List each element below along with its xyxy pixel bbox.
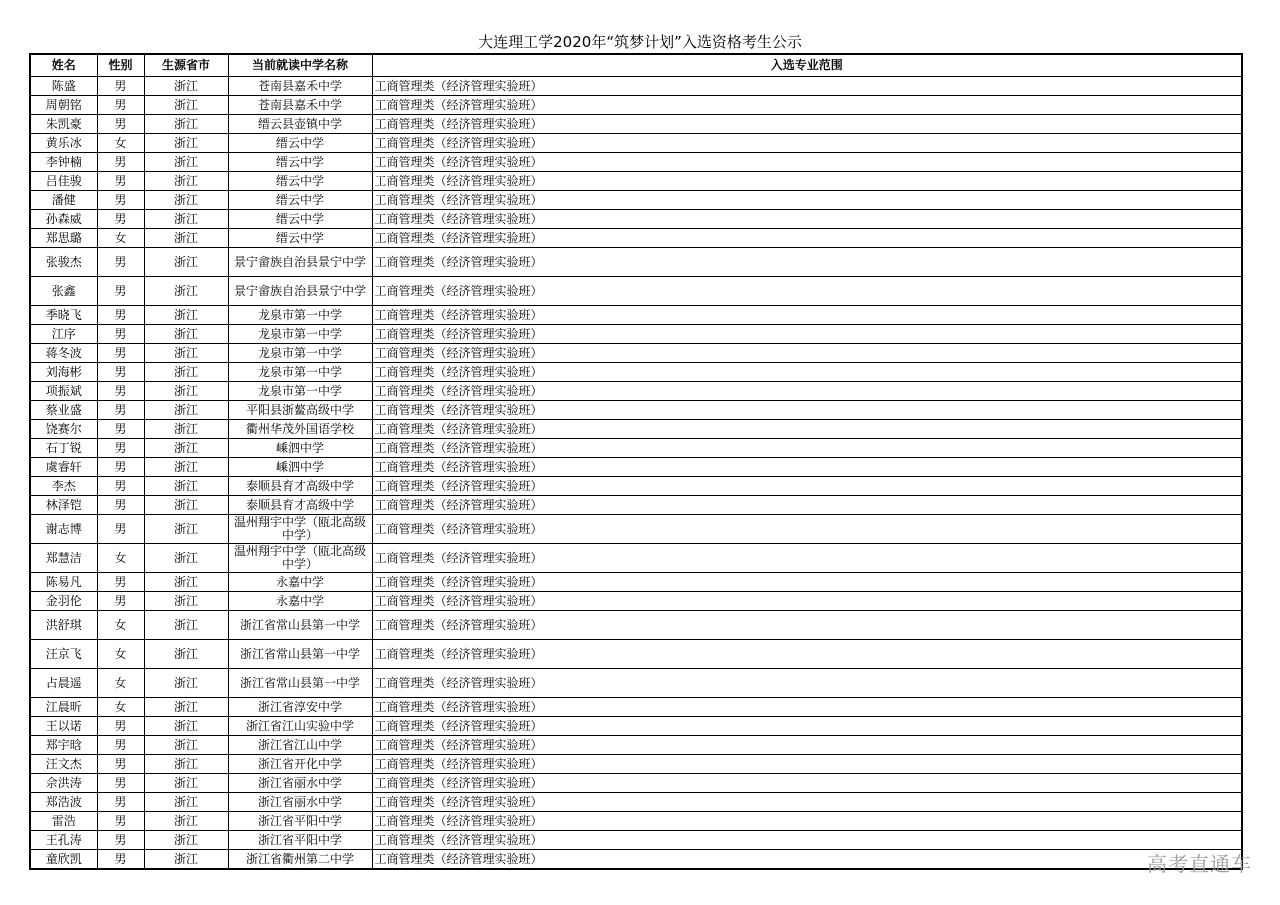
cell-province: 浙江	[144, 382, 228, 401]
cell-gender: 男	[97, 755, 144, 774]
cell-gender: 男	[97, 115, 144, 134]
cell-school: 浙江省丽水中学	[228, 793, 372, 812]
table-row	[30, 611, 1242, 640]
cell-name: 石丁锐	[30, 439, 97, 458]
cell-major: 工商管理类（经济管理实验班）	[372, 134, 1242, 153]
table-row	[30, 640, 1242, 669]
cell-major: 工商管理类（经济管理实验班）	[372, 115, 1242, 134]
cell-province: 浙江	[144, 698, 228, 717]
cell-gender: 男	[97, 439, 144, 458]
table-row	[30, 306, 1242, 325]
cell-province: 浙江	[144, 96, 228, 115]
cell-gender: 男	[97, 420, 144, 439]
cell-province: 浙江	[144, 134, 228, 153]
cell-school: 浙江省开化中学	[228, 755, 372, 774]
cell-name: 张鑫	[30, 277, 97, 306]
cell-gender: 女	[97, 134, 144, 153]
cell-gender: 男	[97, 774, 144, 793]
cell-province: 浙江	[144, 592, 228, 611]
cell-province: 浙江	[144, 544, 228, 573]
table-row	[30, 496, 1242, 515]
table-row	[30, 831, 1242, 850]
cell-name: 虞睿轩	[30, 458, 97, 477]
cell-gender: 男	[97, 77, 144, 96]
cell-major: 工商管理类（经济管理实验班）	[372, 592, 1242, 611]
cell-province: 浙江	[144, 172, 228, 191]
cell-name: 李杰	[30, 477, 97, 496]
cell-province: 浙江	[144, 363, 228, 382]
cell-gender: 男	[97, 793, 144, 812]
cell-school: 苍南县嘉禾中学	[228, 96, 372, 115]
cell-name: 江序	[30, 325, 97, 344]
cell-province: 浙江	[144, 611, 228, 640]
cell-gender: 女	[97, 640, 144, 669]
cell-province: 浙江	[144, 573, 228, 592]
cell-province: 浙江	[144, 77, 228, 96]
table-row	[30, 573, 1242, 592]
cell-province: 浙江	[144, 755, 228, 774]
cell-school: 浙江省江山实验中学	[228, 717, 372, 736]
table-row	[30, 669, 1242, 698]
cell-school: 缙云县壶镇中学	[228, 115, 372, 134]
table-row	[30, 755, 1242, 774]
cell-gender: 男	[97, 153, 144, 172]
table-row	[30, 698, 1242, 717]
cell-province: 浙江	[144, 248, 228, 277]
cell-province: 浙江	[144, 420, 228, 439]
cell-major: 工商管理类（经济管理实验班）	[372, 420, 1242, 439]
cell-gender: 男	[97, 477, 144, 496]
cell-name: 张骏杰	[30, 248, 97, 277]
header-school: 当前就读中学名称	[228, 54, 372, 77]
cell-name: 童欣凯	[30, 850, 97, 870]
table-row	[30, 134, 1242, 153]
cell-school: 嵊泗中学	[228, 439, 372, 458]
cell-school: 景宁畲族自治县景宁中学	[228, 248, 372, 277]
cell-province: 浙江	[144, 736, 228, 755]
cell-name: 陈盛	[30, 77, 97, 96]
cell-province: 浙江	[144, 669, 228, 698]
header-major: 入选专业范围	[372, 54, 1242, 77]
cell-province: 浙江	[144, 277, 228, 306]
cell-name: 王以诺	[30, 717, 97, 736]
cell-name: 蒋冬波	[30, 344, 97, 363]
cell-name: 郑思璐	[30, 229, 97, 248]
table-row	[30, 248, 1242, 277]
cell-name: 郑宇晗	[30, 736, 97, 755]
cell-major: 工商管理类（经济管理实验班）	[372, 172, 1242, 191]
cell-name: 孙森威	[30, 210, 97, 229]
cell-school: 缙云中学	[228, 191, 372, 210]
cell-school: 缙云中学	[228, 229, 372, 248]
table-row	[30, 191, 1242, 210]
table-header-row	[30, 54, 1242, 77]
cell-major: 工商管理类（经济管理实验班）	[372, 698, 1242, 717]
cell-name: 朱凯豪	[30, 115, 97, 134]
table-row	[30, 420, 1242, 439]
cell-school: 衢州华茂外国语学校	[228, 420, 372, 439]
cell-major: 工商管理类（经济管理实验班）	[372, 831, 1242, 850]
cell-province: 浙江	[144, 401, 228, 420]
table-row	[30, 344, 1242, 363]
cell-school: 缙云中学	[228, 153, 372, 172]
table-row	[30, 439, 1242, 458]
cell-name: 王孔涛	[30, 831, 97, 850]
cell-school: 温州翔宇中学（瓯北高级中学）	[228, 544, 372, 573]
table-row	[30, 717, 1242, 736]
cell-major: 工商管理类（经济管理实验班）	[372, 755, 1242, 774]
cell-province: 浙江	[144, 850, 228, 870]
cell-school: 景宁畲族自治县景宁中学	[228, 277, 372, 306]
cell-province: 浙江	[144, 115, 228, 134]
cell-gender: 男	[97, 96, 144, 115]
cell-school: 泰顺县育才高级中学	[228, 496, 372, 515]
cell-gender: 男	[97, 592, 144, 611]
cell-school: 浙江省常山县第一中学	[228, 669, 372, 698]
cell-school: 浙江省平阳中学	[228, 812, 372, 831]
cell-gender: 女	[97, 611, 144, 640]
cell-major: 工商管理类（经济管理实验班）	[372, 248, 1242, 277]
header-province: 生源省市	[144, 54, 228, 77]
table-row	[30, 153, 1242, 172]
cell-major: 工商管理类（经济管理实验班）	[372, 458, 1242, 477]
table-row	[30, 458, 1242, 477]
cell-name: 占晨遥	[30, 669, 97, 698]
cell-major: 工商管理类（经济管理实验班）	[372, 344, 1242, 363]
cell-name: 潘健	[30, 191, 97, 210]
cell-province: 浙江	[144, 191, 228, 210]
cell-major: 工商管理类（经济管理实验班）	[372, 669, 1242, 698]
cell-province: 浙江	[144, 477, 228, 496]
cell-major: 工商管理类（经济管理实验班）	[372, 325, 1242, 344]
table-row	[30, 850, 1242, 870]
cell-name: 季晓飞	[30, 306, 97, 325]
cell-school: 浙江省平阳中学	[228, 831, 372, 850]
cell-gender: 男	[97, 191, 144, 210]
cell-major: 工商管理类（经济管理实验班）	[372, 850, 1242, 870]
cell-name: 汪京飞	[30, 640, 97, 669]
table-row	[30, 592, 1242, 611]
table-row	[30, 515, 1242, 544]
cell-name: 郑慧洁	[30, 544, 97, 573]
cell-school: 浙江省衢州第二中学	[228, 850, 372, 870]
cell-major: 工商管理类（经济管理实验班）	[372, 382, 1242, 401]
cell-name: 洪舒琪	[30, 611, 97, 640]
cell-gender: 男	[97, 277, 144, 306]
cell-name: 李钟楠	[30, 153, 97, 172]
cell-major: 工商管理类（经济管理实验班）	[372, 736, 1242, 755]
cell-school: 龙泉市第一中学	[228, 363, 372, 382]
table-row	[30, 774, 1242, 793]
table-row	[30, 382, 1242, 401]
cell-school: 平阳县浙鳌高级中学	[228, 401, 372, 420]
cell-major: 工商管理类（经济管理实验班）	[372, 477, 1242, 496]
cell-major: 工商管理类（经济管理实验班）	[372, 640, 1242, 669]
cell-gender: 女	[97, 669, 144, 698]
cell-gender: 男	[97, 172, 144, 191]
table-row	[30, 812, 1242, 831]
cell-major: 工商管理类（经济管理实验班）	[372, 496, 1242, 515]
cell-name: 吕佳骏	[30, 172, 97, 191]
table-row	[30, 77, 1242, 96]
cell-gender: 女	[97, 544, 144, 573]
cell-name: 项振斌	[30, 382, 97, 401]
cell-province: 浙江	[144, 793, 228, 812]
cell-name: 雷浩	[30, 812, 97, 831]
cell-gender: 男	[97, 344, 144, 363]
cell-gender: 男	[97, 210, 144, 229]
table-row	[30, 229, 1242, 248]
cell-gender: 男	[97, 850, 144, 870]
table-row	[30, 325, 1242, 344]
cell-school: 缙云中学	[228, 134, 372, 153]
table-row	[30, 115, 1242, 134]
cell-province: 浙江	[144, 717, 228, 736]
cell-gender: 男	[97, 458, 144, 477]
cell-gender: 男	[97, 831, 144, 850]
cell-major: 工商管理类（经济管理实验班）	[372, 191, 1242, 210]
cell-gender: 男	[97, 325, 144, 344]
cell-province: 浙江	[144, 325, 228, 344]
cell-gender: 男	[97, 401, 144, 420]
cell-name: 黄乐冰	[30, 134, 97, 153]
cell-province: 浙江	[144, 344, 228, 363]
cell-gender: 男	[97, 306, 144, 325]
cell-province: 浙江	[144, 153, 228, 172]
cell-gender: 男	[97, 363, 144, 382]
cell-province: 浙江	[144, 812, 228, 831]
cell-major: 工商管理类（经济管理实验班）	[372, 515, 1242, 544]
cell-name: 谢志博	[30, 515, 97, 544]
cell-province: 浙江	[144, 515, 228, 544]
cell-gender: 男	[97, 812, 144, 831]
table-row	[30, 277, 1242, 306]
cell-province: 浙江	[144, 439, 228, 458]
cell-school: 龙泉市第一中学	[228, 325, 372, 344]
cell-major: 工商管理类（经济管理实验班）	[372, 229, 1242, 248]
table-row	[30, 477, 1242, 496]
cell-major: 工商管理类（经济管理实验班）	[372, 153, 1242, 172]
table-row	[30, 210, 1242, 229]
table-row	[30, 736, 1242, 755]
cell-name: 金羽伦	[30, 592, 97, 611]
cell-gender: 男	[97, 515, 144, 544]
cell-major: 工商管理类（经济管理实验班）	[372, 306, 1242, 325]
cell-name: 汪文杰	[30, 755, 97, 774]
cell-major: 工商管理类（经济管理实验班）	[372, 277, 1242, 306]
cell-school: 龙泉市第一中学	[228, 382, 372, 401]
cell-school: 浙江省常山县第一中学	[228, 640, 372, 669]
cell-name: 林泽铠	[30, 496, 97, 515]
cell-province: 浙江	[144, 229, 228, 248]
table-row	[30, 793, 1242, 812]
cell-school: 浙江省淳安中学	[228, 698, 372, 717]
watermark: 高考直通车	[1147, 852, 1252, 876]
header-gender: 性别	[97, 54, 144, 77]
cell-name: 江晨昕	[30, 698, 97, 717]
cell-major: 工商管理类（经济管理实验班）	[372, 401, 1242, 420]
cell-name: 郑浩波	[30, 793, 97, 812]
cell-major: 工商管理类（经济管理实验班）	[372, 774, 1242, 793]
cell-major: 工商管理类（经济管理实验班）	[372, 611, 1242, 640]
cell-name: 刘海彬	[30, 363, 97, 382]
cell-school: 永嘉中学	[228, 573, 372, 592]
cell-province: 浙江	[144, 496, 228, 515]
cell-name: 陈易凡	[30, 573, 97, 592]
cell-school: 嵊泗中学	[228, 458, 372, 477]
cell-gender: 男	[97, 717, 144, 736]
cell-province: 浙江	[144, 458, 228, 477]
cell-major: 工商管理类（经济管理实验班）	[372, 793, 1242, 812]
cell-major: 工商管理类（经济管理实验班）	[372, 573, 1242, 592]
cell-school: 龙泉市第一中学	[228, 306, 372, 325]
cell-name: 佘洪涛	[30, 774, 97, 793]
cell-school: 温州翔宇中学（瓯北高级中学）	[228, 515, 372, 544]
cell-gender: 女	[97, 698, 144, 717]
table-row	[30, 96, 1242, 115]
cell-province: 浙江	[144, 306, 228, 325]
page-title: 大连理工学2020年“筑梦计划”入选资格考生公示	[478, 33, 802, 51]
cell-major: 工商管理类（经济管理实验班）	[372, 96, 1242, 115]
cell-name: 蔡业盛	[30, 401, 97, 420]
cell-school: 泰顺县育才高级中学	[228, 477, 372, 496]
cell-major: 工商管理类（经济管理实验班）	[372, 439, 1242, 458]
candidate-table	[29, 53, 1243, 870]
cell-school: 缙云中学	[228, 172, 372, 191]
cell-school: 龙泉市第一中学	[228, 344, 372, 363]
header-name: 姓名	[30, 54, 97, 77]
cell-gender: 男	[97, 248, 144, 277]
cell-gender: 男	[97, 573, 144, 592]
cell-name: 周朝铭	[30, 96, 97, 115]
cell-province: 浙江	[144, 774, 228, 793]
cell-gender: 男	[97, 382, 144, 401]
cell-school: 浙江省江山中学	[228, 736, 372, 755]
cell-province: 浙江	[144, 210, 228, 229]
cell-gender: 女	[97, 229, 144, 248]
table-row	[30, 401, 1242, 420]
cell-school: 缙云中学	[228, 210, 372, 229]
cell-major: 工商管理类（经济管理实验班）	[372, 717, 1242, 736]
table-row	[30, 363, 1242, 382]
cell-name: 饶赛尔	[30, 420, 97, 439]
cell-province: 浙江	[144, 640, 228, 669]
cell-school: 苍南县嘉禾中学	[228, 77, 372, 96]
cell-major: 工商管理类（经济管理实验班）	[372, 812, 1242, 831]
cell-major: 工商管理类（经济管理实验班）	[372, 544, 1242, 573]
cell-major: 工商管理类（经济管理实验班）	[372, 210, 1242, 229]
cell-school: 浙江省丽水中学	[228, 774, 372, 793]
cell-major: 工商管理类（经济管理实验班）	[372, 77, 1242, 96]
cell-school: 永嘉中学	[228, 592, 372, 611]
table-body	[30, 77, 1242, 870]
table-row	[30, 172, 1242, 191]
cell-major: 工商管理类（经济管理实验班）	[372, 363, 1242, 382]
cell-school: 浙江省常山县第一中学	[228, 611, 372, 640]
cell-province: 浙江	[144, 831, 228, 850]
cell-gender: 男	[97, 496, 144, 515]
cell-gender: 男	[97, 736, 144, 755]
table-row	[30, 544, 1242, 573]
